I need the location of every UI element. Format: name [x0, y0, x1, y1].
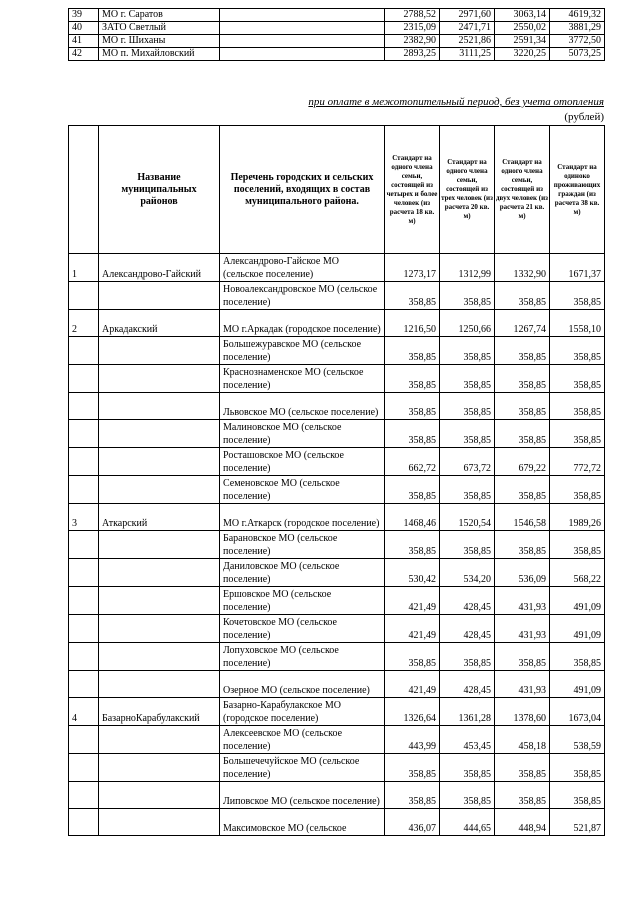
row-number: 42 [69, 48, 99, 61]
row-number [69, 476, 99, 504]
row-number [69, 809, 99, 836]
settlement-cell [220, 35, 385, 48]
value-cell: 5073,25 [550, 48, 605, 61]
settlement-name: Малиновское МО (сельское поселение) [220, 420, 385, 448]
table-row [69, 726, 605, 754]
value-cell: 2382,90 [385, 35, 440, 48]
row-number: 1 [69, 254, 99, 282]
value-cell: 491,09 [550, 671, 605, 698]
value-cell: 3881,29 [550, 22, 605, 35]
value-cell: 358,85 [550, 337, 605, 365]
value-cell: 491,09 [550, 587, 605, 615]
value-cell: 530,42 [385, 559, 440, 587]
settlement-name: Лопуховское МО (сельское поселение) [220, 643, 385, 671]
table-row [69, 754, 605, 782]
value-cell: 358,85 [495, 476, 550, 504]
value-cell: 1312,99 [440, 254, 495, 282]
row-number [69, 615, 99, 643]
row-number: 2 [69, 310, 99, 337]
district-name: Аркадакский [99, 310, 220, 337]
district-name [99, 365, 220, 393]
table-row [69, 393, 605, 420]
value-cell: 3111,25 [440, 48, 495, 61]
value-cell: 428,45 [440, 587, 495, 615]
value-cell: 1250,66 [440, 310, 495, 337]
settlement-name: Большечечуйское МО (сельское поселение) [220, 754, 385, 782]
value-cell: 4619,32 [550, 9, 605, 22]
table-row [69, 448, 605, 476]
table-row [69, 282, 605, 310]
row-number [69, 726, 99, 754]
value-cell: 1361,28 [440, 698, 495, 726]
value-cell: 358,85 [550, 782, 605, 809]
value-cell: 358,85 [440, 643, 495, 671]
value-cell: 2550,02 [495, 22, 550, 35]
table-row [69, 643, 605, 671]
table-row [69, 698, 605, 726]
district-name [99, 337, 220, 365]
value-cell: 521,87 [550, 809, 605, 836]
value-cell: 431,93 [495, 587, 550, 615]
district-name: МО г. Шиханы [99, 35, 220, 48]
value-cell: 491,09 [550, 615, 605, 643]
value-cell: 358,85 [495, 337, 550, 365]
value-cell: 1671,37 [550, 254, 605, 282]
district-name [99, 587, 220, 615]
value-cell: 358,85 [385, 476, 440, 504]
top-table-row [69, 22, 605, 35]
value-cell: 2971,60 [440, 9, 495, 22]
settlement-name: Базарно-Карабулакское МО (городское поселение) [220, 698, 385, 726]
value-cell: 358,85 [495, 531, 550, 559]
table-row [69, 587, 605, 615]
district-name [99, 754, 220, 782]
main-table [68, 125, 605, 836]
value-cell: 358,85 [495, 754, 550, 782]
value-cell: 358,85 [385, 393, 440, 420]
row-number [69, 365, 99, 393]
value-cell: 538,59 [550, 726, 605, 754]
value-cell: 2471,71 [440, 22, 495, 35]
district-name [99, 420, 220, 448]
value-cell: 358,85 [440, 476, 495, 504]
district-name: Аткарский [99, 504, 220, 531]
value-cell: 1520,54 [440, 504, 495, 531]
district-name: Александрово-Гайский [99, 254, 220, 282]
row-number [69, 393, 99, 420]
table-row [69, 559, 605, 587]
settlement-cell [220, 22, 385, 35]
district-name [99, 615, 220, 643]
header-standard-single: Стандарт на одиноко проживающих граждан (из расчета 38 кв. м) [550, 126, 605, 254]
settlement-name: Озерное МО (сельское поселение) [220, 671, 385, 698]
value-cell: 358,85 [440, 337, 495, 365]
value-cell: 1273,17 [385, 254, 440, 282]
settlement-name: Александрово-Гайское МО (сельское поселение) [220, 254, 385, 282]
value-cell: 2521,86 [440, 35, 495, 48]
value-cell: 2788,52 [385, 9, 440, 22]
row-number [69, 782, 99, 809]
value-cell: 358,85 [550, 754, 605, 782]
value-cell: 358,85 [495, 365, 550, 393]
value-cell: 3772,50 [550, 35, 605, 48]
settlement-name: Большежуравское МО (сельское поселение) [220, 337, 385, 365]
value-cell: 358,85 [385, 420, 440, 448]
value-cell: 358,85 [385, 754, 440, 782]
row-number [69, 420, 99, 448]
value-cell: 358,85 [495, 393, 550, 420]
row-number: 4 [69, 698, 99, 726]
value-cell: 358,85 [385, 782, 440, 809]
header-standard-two: Стандарт на одного члена семьи, состоящей из двух человек (из расчета 21 кв. м) [495, 126, 550, 254]
district-name [99, 559, 220, 587]
table-row [69, 809, 605, 836]
table-row [69, 671, 605, 698]
row-number: 41 [69, 35, 99, 48]
value-cell: 679,22 [495, 448, 550, 476]
value-cell: 1673,04 [550, 698, 605, 726]
value-cell: 1546,58 [495, 504, 550, 531]
value-cell: 536,09 [495, 559, 550, 587]
row-number: 3 [69, 504, 99, 531]
settlement-cell [220, 48, 385, 61]
value-cell: 448,94 [495, 809, 550, 836]
value-cell: 431,93 [495, 615, 550, 643]
value-cell: 358,85 [440, 420, 495, 448]
settlement-name: Максимовское МО (сельское [220, 809, 385, 836]
settlement-name: Кочетовское МО (сельское поселение) [220, 615, 385, 643]
value-cell: 428,45 [440, 671, 495, 698]
value-cell: 772,72 [550, 448, 605, 476]
header-number [69, 126, 99, 254]
header-row [69, 126, 605, 254]
table-row [69, 365, 605, 393]
value-cell: 662,72 [385, 448, 440, 476]
value-cell: 1378,60 [495, 698, 550, 726]
table-row [69, 615, 605, 643]
value-cell: 421,49 [385, 615, 440, 643]
value-cell: 358,85 [550, 531, 605, 559]
top-table-row [69, 48, 605, 61]
settlement-name: Семеновское МО (сельское поселение) [220, 476, 385, 504]
value-cell: 421,49 [385, 671, 440, 698]
value-cell: 1267,74 [495, 310, 550, 337]
value-cell: 358,85 [495, 420, 550, 448]
row-number [69, 559, 99, 587]
row-number [69, 282, 99, 310]
district-name: МО п. Михайловский [99, 48, 220, 61]
district-name: ЗАТО Светлый [99, 22, 220, 35]
value-cell: 421,49 [385, 587, 440, 615]
value-cell: 358,85 [550, 643, 605, 671]
table-row [69, 254, 605, 282]
top-table [68, 8, 605, 61]
settlement-name: Новоалександровское МО (сельское поселение) [220, 282, 385, 310]
value-cell: 3063,14 [495, 9, 550, 22]
value-cell: 358,85 [385, 282, 440, 310]
value-cell: 358,85 [550, 393, 605, 420]
table-row [69, 782, 605, 809]
value-cell: 453,45 [440, 726, 495, 754]
header-standard-three: Стандарт на одного члена семьи, состоящей из трех человек (из расчета 20 кв. м) [440, 126, 495, 254]
value-cell: 436,07 [385, 809, 440, 836]
district-name [99, 476, 220, 504]
district-name [99, 726, 220, 754]
settlement-name: Алексеевское МО (сельское поселение) [220, 726, 385, 754]
settlement-name: Краснознаменское МО (сельское поселение) [220, 365, 385, 393]
settlement-name: Барановское МО (сельское поселение) [220, 531, 385, 559]
value-cell: 3220,25 [495, 48, 550, 61]
value-cell: 358,85 [440, 365, 495, 393]
header-standard-four: Стандарт на одного члена семьи, состоящей из четырех и более человек (из расчета 18 кв. м) [385, 126, 440, 254]
district-name [99, 643, 220, 671]
district-name [99, 531, 220, 559]
district-name [99, 671, 220, 698]
table-row [69, 504, 605, 531]
value-cell: 358,85 [440, 754, 495, 782]
district-name: МО г. Саратов [99, 9, 220, 22]
value-cell: 443,99 [385, 726, 440, 754]
value-cell: 358,85 [495, 282, 550, 310]
settlement-name: МО г.Аткарск (городское поселение) [220, 504, 385, 531]
row-number: 39 [69, 9, 99, 22]
value-cell: 358,85 [385, 643, 440, 671]
row-number: 40 [69, 22, 99, 35]
value-cell: 1558,10 [550, 310, 605, 337]
value-cell: 458,18 [495, 726, 550, 754]
district-name [99, 809, 220, 836]
row-number [69, 448, 99, 476]
district-name [99, 782, 220, 809]
value-cell: 358,85 [550, 365, 605, 393]
value-cell: 1468,46 [385, 504, 440, 531]
table-row [69, 476, 605, 504]
value-cell: 358,85 [440, 393, 495, 420]
header-settlements: Перечень городских и сельских поселений, входящих в состав муниципального района. [220, 126, 385, 254]
settlement-name: Росташовское МО (сельское поселение) [220, 448, 385, 476]
value-cell: 1216,50 [385, 310, 440, 337]
value-cell: 1989,26 [550, 504, 605, 531]
settlement-cell [220, 9, 385, 22]
row-number [69, 587, 99, 615]
row-number [69, 754, 99, 782]
settlement-name: Ершовское МО (сельское поселение) [220, 587, 385, 615]
table-row [69, 420, 605, 448]
row-number [69, 531, 99, 559]
value-cell: 673,72 [440, 448, 495, 476]
subtitle: при оплате в межотопительный период, без учета отопления [308, 96, 604, 108]
value-cell: 358,85 [385, 531, 440, 559]
value-cell: 444,65 [440, 809, 495, 836]
value-cell: 358,85 [550, 282, 605, 310]
table-row [69, 310, 605, 337]
value-cell: 1332,90 [495, 254, 550, 282]
settlement-name: Даниловское МО (сельское поселение) [220, 559, 385, 587]
table-row [69, 531, 605, 559]
units-label: (рублей) [564, 111, 604, 123]
table-row [69, 337, 605, 365]
value-cell: 358,85 [550, 476, 605, 504]
value-cell: 2591,34 [495, 35, 550, 48]
district-name: БазарноКарабулакский [99, 698, 220, 726]
district-name [99, 393, 220, 420]
row-number [69, 337, 99, 365]
value-cell: 358,85 [440, 282, 495, 310]
value-cell: 358,85 [385, 365, 440, 393]
value-cell: 431,93 [495, 671, 550, 698]
value-cell: 2315,09 [385, 22, 440, 35]
value-cell: 534,20 [440, 559, 495, 587]
district-name [99, 282, 220, 310]
value-cell: 1326,64 [385, 698, 440, 726]
header-district: Название муниципальных районов [99, 126, 220, 254]
value-cell: 2893,25 [385, 48, 440, 61]
top-table-row [69, 9, 605, 22]
top-table-row [69, 35, 605, 48]
district-name [99, 448, 220, 476]
value-cell: 358,85 [550, 420, 605, 448]
value-cell: 568,22 [550, 559, 605, 587]
value-cell: 358,85 [495, 782, 550, 809]
value-cell: 358,85 [385, 337, 440, 365]
row-number [69, 643, 99, 671]
row-number [69, 671, 99, 698]
value-cell: 358,85 [495, 643, 550, 671]
value-cell: 358,85 [440, 782, 495, 809]
settlement-name: Липовское МО (сельское поселение) [220, 782, 385, 809]
settlement-name: Львовское МО (сельское поселение) [220, 393, 385, 420]
value-cell: 428,45 [440, 615, 495, 643]
settlement-name: МО г.Аркадак (городское поселение) [220, 310, 385, 337]
value-cell: 358,85 [440, 531, 495, 559]
